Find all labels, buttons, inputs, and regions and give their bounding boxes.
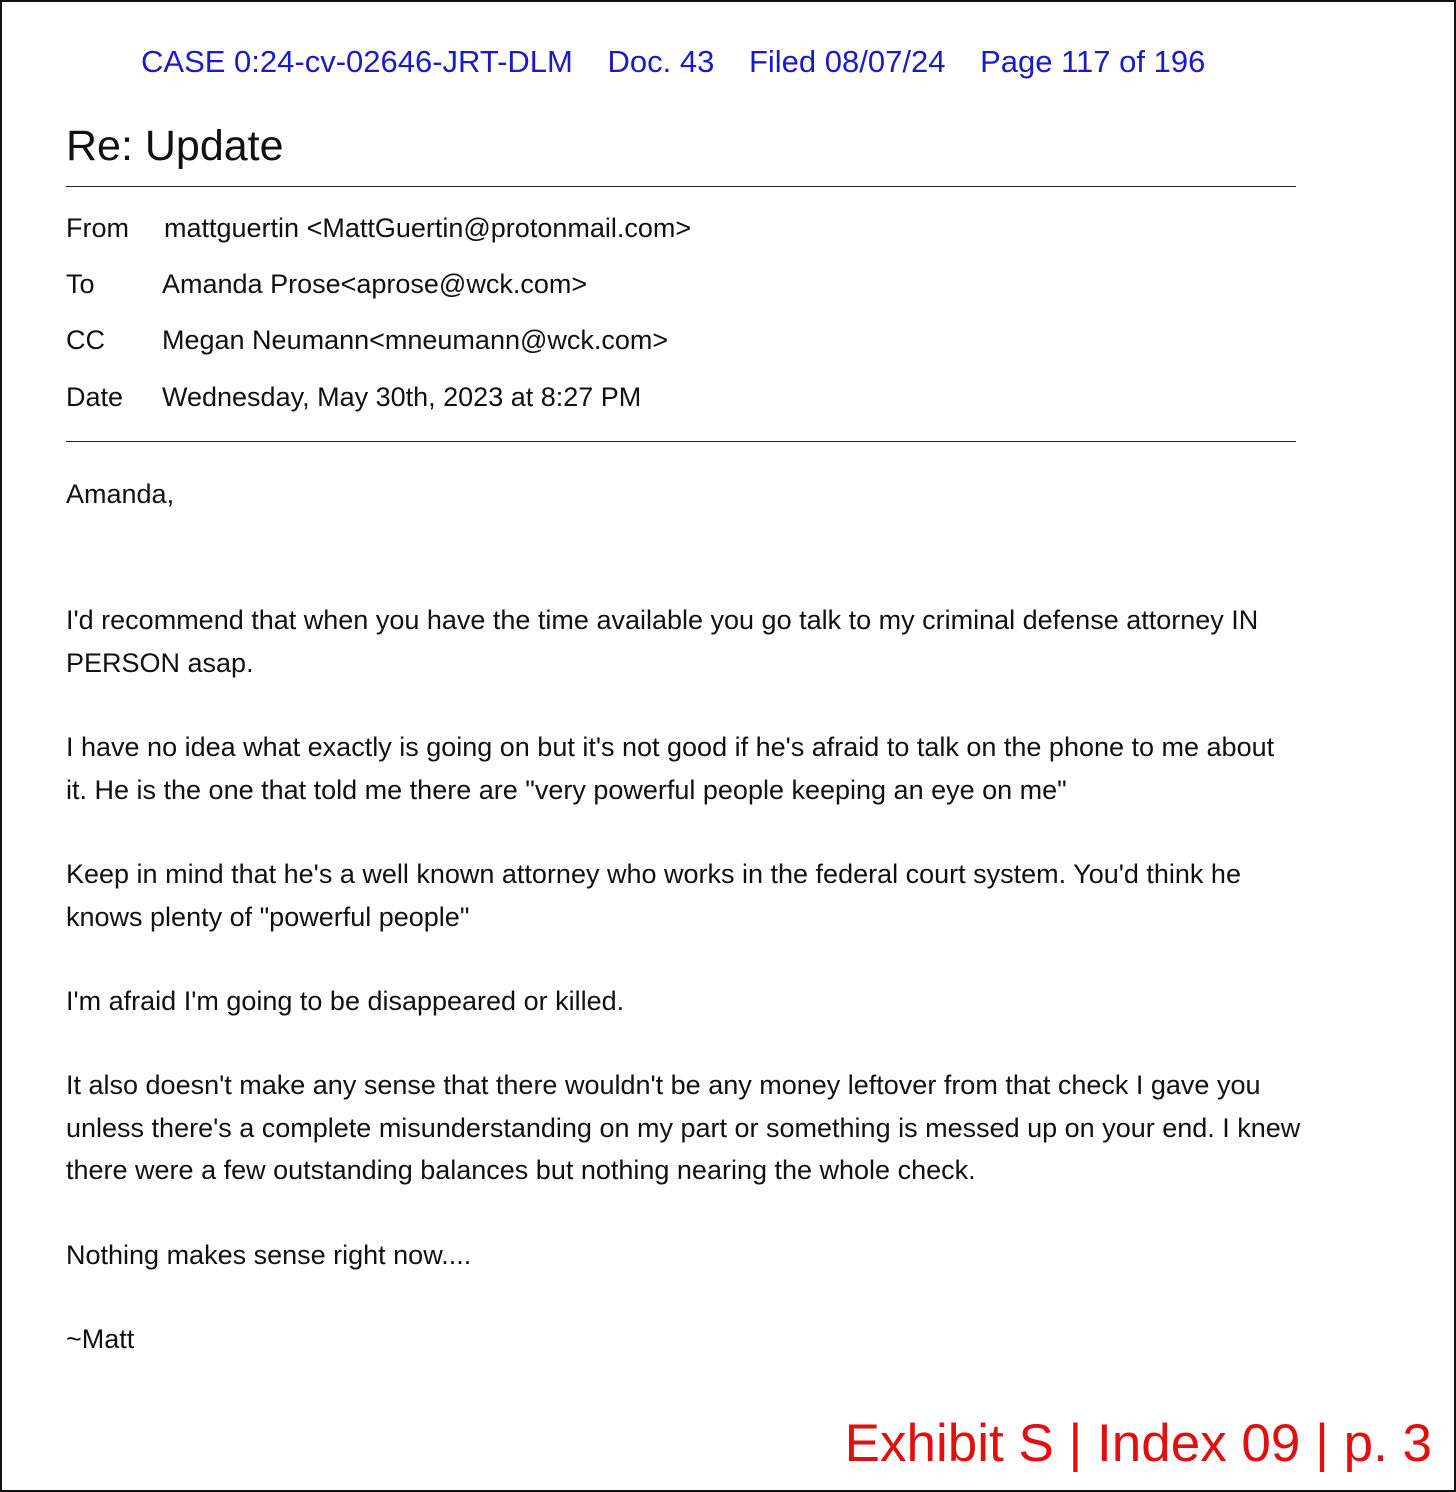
to-value: Amanda Prose<aprose@wck.com>: [162, 269, 588, 299]
date-value: Wednesday, May 30th, 2023 at 8:27 PM: [162, 382, 642, 412]
email-paragraph: Nothing makes sense right now....: [66, 1240, 472, 1270]
cc-label: CC: [66, 325, 105, 355]
to-label: To: [66, 269, 95, 299]
cc-row: [66, 322, 668, 358]
email-paragraph: Keep in mind that he's a well known attorney who works in the federal court system. You'd think he knows plenty of "powerful people": [66, 859, 1241, 932]
email-subject: Re: Update: [66, 122, 284, 170]
from-label: From: [66, 213, 129, 243]
email-greeting: Amanda,: [66, 479, 175, 509]
date-row: [66, 379, 641, 415]
doc-number: Doc. 43: [607, 44, 715, 79]
cc-value: Megan Neumann<mneumann@wck.com>: [162, 325, 669, 355]
date-label: Date: [66, 382, 124, 412]
email-paragraph: I have no idea what exactly is going on but it's not good if he's afraid to talk on the phone to me about it. He is the one that told me there are "very powerful people keeping an eye on me": [66, 732, 1275, 805]
header-divider-bottom: [66, 441, 1296, 442]
email-paragraph: I'm afraid I'm going to be disappeared or killed.: [66, 986, 625, 1016]
from-row: [66, 210, 691, 246]
page-number: Page 117 of 196: [980, 44, 1206, 79]
filed-date: Filed 08/07/24: [748, 44, 946, 79]
email-paragraph: I'd recommend that when you have the time available you go talk to my criminal defense attorney IN PERSON asap.: [66, 605, 1259, 678]
exhibit-stamp: Exhibit S | Index 09 | p. 3: [844, 1414, 1432, 1473]
from-value: mattguertin <MattGuertin@protonmail.com>: [164, 213, 692, 243]
header-divider-top: [66, 186, 1296, 187]
email-paragraph: It also doesn't make any sense that there wouldn't be any money leftover from that check I gave you unless there's a complete misunderstanding on my part or something is messed up on your end. I knew there were a few outstanding balances but nothing nearing the whole check.: [66, 1070, 1301, 1185]
email-signature: ~Matt: [66, 1324, 135, 1354]
to-row: [66, 266, 587, 302]
case-header: [141, 42, 1231, 82]
case-number: CASE 0:24-cv-02646-JRT-DLM: [141, 44, 573, 79]
